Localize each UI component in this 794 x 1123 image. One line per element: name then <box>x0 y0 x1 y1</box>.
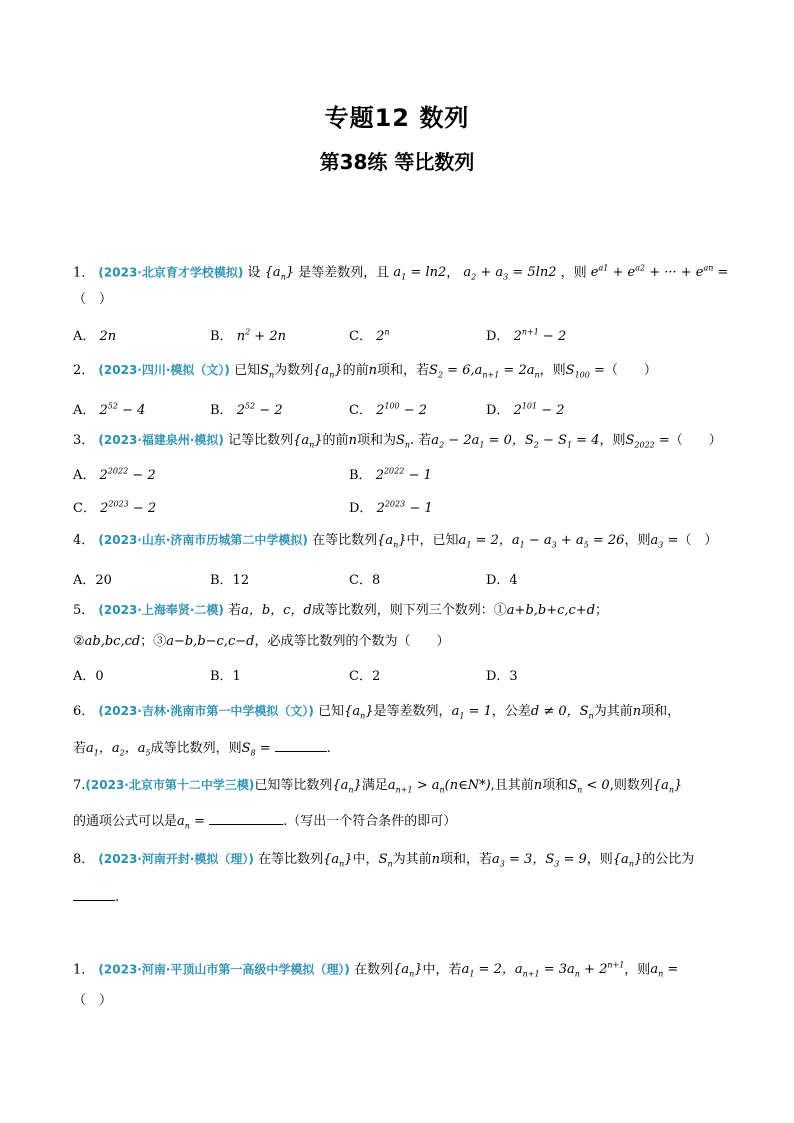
q5-option-c: C．2 <box>349 669 381 684</box>
math: $2^{52} - 2$ <box>232 401 283 418</box>
q-text: 的前 <box>322 433 349 448</box>
math: $S_8$ = <box>241 741 271 758</box>
q1-option-d <box>486 325 566 344</box>
q4-option-a: A．20 <box>73 573 112 588</box>
q-text: 已知 <box>234 363 261 378</box>
math: $S_n$ <box>378 852 393 869</box>
question-8-stem <box>73 850 694 874</box>
page-subtitle: 第38练 等比数列 <box>319 150 475 174</box>
q-text: ，则 <box>624 533 651 548</box>
question-8-blank-line: . <box>73 888 119 907</box>
question-2-stem <box>73 361 657 385</box>
q-text: 中，若 <box>422 962 462 978</box>
q1-option-c <box>349 325 390 344</box>
section2-question-1-paren: （ ） <box>73 993 113 1008</box>
math: $2^{2022} - 1$ <box>371 466 432 483</box>
math: n <box>348 433 357 448</box>
question-1-stem: 1． (2023·北京育才学校模拟) 设 $\{a_n\}$ 是等差数列，且 $a_1 = \ln 2$， $a_2 + a_3 = 5\ln 2$ ，则 $e^{a1} + e^{a2}$ + ··· + $e^{an}$ = <box>73 264 729 282</box>
math: n <box>431 852 441 867</box>
math: $\{a_n\}$ <box>393 962 423 979</box>
q-text: ，则 <box>539 363 566 378</box>
question-7-stem <box>73 776 682 800</box>
math: $2^{100} - 2$ <box>371 401 428 418</box>
math: $S_n < 0$ <box>568 778 610 795</box>
math: $a_1 = 2$，$a_{n+1} = 3a_n + 2^{n+1}$ <box>461 961 625 979</box>
q-text: 已知 <box>318 704 345 719</box>
q-text: 项和，若 <box>377 363 430 378</box>
q5-option-b: B．1 <box>210 669 241 684</box>
q-text: 满足 <box>361 778 388 793</box>
math: $\{a_n\}$ <box>323 852 353 869</box>
math: n <box>533 778 543 793</box>
question-5-stem-2: ②ab,bc,cd；③a−b,b−c,c−d，必成等比数列的个数为（ ） <box>73 634 450 649</box>
opt-label: C． <box>349 403 372 418</box>
page-title: 专题12 数列 <box>324 104 470 132</box>
math: $S_n$ <box>395 433 411 450</box>
math: $a_1 = \ln 2$ <box>393 265 447 282</box>
opt-label: A． <box>73 403 96 418</box>
math: n <box>368 363 378 378</box>
q-text: 若 <box>73 741 87 756</box>
opt-label: B． <box>349 468 372 483</box>
math: $\{a_n\}$ <box>313 363 343 380</box>
opt-label: C． <box>73 501 96 516</box>
q-source: (2023·吉林·洮南市第一中学模拟（文）) <box>98 704 314 718</box>
math: $a_n$ = <box>177 814 205 831</box>
opt-label: B． <box>210 329 233 344</box>
math: $a_3 = 3$，$S_3 = 9$ <box>492 852 587 869</box>
math: d ≠ 0，$S_n$ <box>530 704 594 721</box>
q-text: 是等差数列， <box>373 704 452 719</box>
math: $e^{a1} + e^{a2}$ + ··· + $e^{an}$ = <box>590 264 729 281</box>
q-source: (2023·福建泉州·模拟) <box>98 433 224 447</box>
math: $2^{2022} - 2$ <box>95 466 156 483</box>
math: $a_2 + a_3 = 5\ln 2$ <box>463 265 557 282</box>
q-text: 是等差数列，且 <box>298 265 390 281</box>
q-text: ,则数列 <box>609 778 653 793</box>
q-source: (2023·北京市第十二中学三模) <box>85 778 255 792</box>
opt-label: D． <box>486 329 510 344</box>
q4-option-c: C．8 <box>349 573 381 588</box>
math: $2^{2023} - 2$ <box>95 499 157 516</box>
q-number: 7. <box>73 778 86 793</box>
math: ab,bc,cd <box>84 634 141 649</box>
math: $2^{52} - 4$ <box>95 401 146 418</box>
q3-option-a <box>73 464 156 483</box>
q-text: 在等比数列 <box>312 533 378 548</box>
answer-blank[interactable] <box>209 812 283 825</box>
q3-option-b <box>349 464 432 483</box>
q-text: 的前 <box>342 363 369 378</box>
math: $\{a_n\}$ <box>652 778 683 795</box>
q-text: 为数列 <box>274 363 314 378</box>
opt-label: A． <box>73 468 96 483</box>
math: 2$^n$ <box>371 327 390 344</box>
q2-option-c <box>349 399 427 418</box>
q-text: ，则 <box>624 962 651 978</box>
math: $2^{2023} - 1$ <box>372 499 433 516</box>
q-text: ，必成等比数列的个数为（ ） <box>254 634 450 649</box>
q-text: 在等比数列 <box>258 852 324 867</box>
q4-option-d: D．4 <box>486 573 518 588</box>
math: $a_3$ = <box>650 533 679 550</box>
q-text: ,且其前 <box>490 778 534 793</box>
q-text: 设 <box>247 265 261 281</box>
q1-option-b <box>210 325 286 344</box>
math: $\{a_n\}$ <box>293 433 323 450</box>
q-text: （ ） <box>604 363 657 378</box>
answer-blank[interactable] <box>73 888 115 901</box>
q-text: 在数列 <box>354 962 394 978</box>
q-text: （ ） <box>678 533 718 548</box>
q2-option-d <box>486 399 565 418</box>
math: $a_1 = 1$ <box>451 704 492 721</box>
q-text: 成等比数列，则 <box>150 741 242 756</box>
opt-label: D． <box>486 403 510 418</box>
q-text: 项和 <box>542 778 569 793</box>
math: $S_{100}$ = <box>565 363 605 380</box>
math: a−b,b−c,c−d <box>166 634 255 649</box>
question-7-stem-2 <box>73 812 456 836</box>
q-text: ，则 <box>560 265 587 281</box>
q5-option-a: A．0 <box>73 669 104 684</box>
q-text: 记等比数列 <box>228 433 294 448</box>
math: $a_n$ = <box>650 962 679 979</box>
q3-option-d <box>349 497 433 516</box>
question-6-stem-2: 若$a_1$，$a_2$，$a_5$成等比数列，则$S_8$ = . <box>73 741 331 758</box>
math: $S_2 = 6,a_{n+1} = 2a_n$ <box>429 363 540 380</box>
q-text: .（写出一个符合条件的即可） <box>283 814 457 829</box>
answer-blank[interactable] <box>275 739 327 752</box>
q2-option-a <box>73 399 145 418</box>
opt-label: B． <box>210 403 233 418</box>
math: 2n <box>95 329 117 344</box>
math: a+b,b+c,c+d <box>506 603 596 618</box>
math: $\{a_n\}$ <box>264 265 295 282</box>
math: $\{a_n\}$ <box>332 778 362 795</box>
math: $\{a_n\}$ <box>377 533 407 550</box>
opt-label: A． <box>73 329 96 344</box>
question-4-stem <box>73 531 717 555</box>
math: $n^2 + 2n$ <box>232 327 286 344</box>
q-text: 项和为 <box>356 433 396 448</box>
q-text: 项和， <box>641 704 681 719</box>
q1-option-a <box>73 325 116 344</box>
q-text: ，则 <box>586 852 613 867</box>
math: $\{a_n\}$ <box>344 704 374 721</box>
opt-label: D． <box>349 501 373 516</box>
q-number: 1． <box>73 265 95 281</box>
q-text: 成等比数列，则下列三个数列： <box>311 603 494 618</box>
q-text: 项和，若 <box>440 852 493 867</box>
q-text: 为其前 <box>593 704 633 719</box>
section2-question-1-stem <box>73 957 678 984</box>
q-number: 8． <box>73 852 95 867</box>
q-source: (2023·四川·模拟（文）) <box>98 363 230 377</box>
q-source: (2023·山东·济南市历城第二中学模拟) <box>98 533 308 547</box>
q-text: 中， <box>352 852 379 867</box>
q-text: （ ） <box>669 433 722 448</box>
opt-label: C． <box>349 329 372 344</box>
q-source: (2023·河南·平顶山市第一高级中学模拟（理）) <box>98 962 350 977</box>
q-source: (2023·上海奉贤·二模) <box>98 603 224 617</box>
q-number: 1． <box>73 962 95 978</box>
q4-option-b: B．12 <box>210 573 250 588</box>
q-number: 2． <box>73 363 95 378</box>
question-1-paren: （ ） <box>73 292 113 307</box>
math: a，b，c，d <box>241 603 312 618</box>
q-text: 的公比为 <box>642 852 695 867</box>
question-5-stem: 5． (2023·上海奉贤·二模) 若a，b，c，d成等比数列，则下列三个数列：①a+b,b+c,c+d； <box>73 603 609 618</box>
math: $\{a_n\}$ <box>612 852 643 869</box>
q2-option-b <box>210 399 283 418</box>
q-text: 若 <box>228 603 242 618</box>
q3-option-c <box>73 497 156 516</box>
math: $2^{n+1} - 2$ <box>509 327 567 344</box>
q-text: 为其前 <box>392 852 432 867</box>
q-text: 已知等比数列 <box>254 778 333 793</box>
q-source: (2023·河南开封·模拟（理）) <box>98 852 254 866</box>
q-number: 4． <box>73 533 95 548</box>
q-text: 的通项公式可以是 <box>73 814 178 829</box>
math: $a_{n+1}$ > $a_n(n\in N*)$ <box>387 778 491 795</box>
q-text: 若 <box>418 433 432 448</box>
q-text: 中，已知 <box>406 533 459 548</box>
math: $2^{101} - 2$ <box>509 401 565 418</box>
q-number: 6． <box>73 704 95 719</box>
question-3-stem: 3． (2023·福建泉州·模拟) 记等比数列$\{a_n\}$的前n项和为$S_n$. 若$a_2 - 2a_1 = 0$，$S_2 - S_1 = 4$，则$S_{2022}$ =（ ） <box>73 433 722 450</box>
math: $a_1$，$a_2$，$a_5$ <box>86 741 151 758</box>
math: $a_1 = 2$，$a_1 - a_3 + a_5 = 26$ <box>458 533 625 550</box>
math: n <box>632 704 642 719</box>
math: $S_{2022}$ = <box>625 433 670 450</box>
q-text: ，公差 <box>491 704 531 719</box>
math: $a_2 - 2a_1 = 0$，$S_2 - S_1 = 4$ <box>431 433 600 450</box>
q5-option-d: D．3 <box>486 669 518 684</box>
q-number: 3． <box>73 433 95 448</box>
q-source: (2023·北京育才学校模拟) <box>98 265 244 280</box>
math: $S_n$ <box>260 363 275 380</box>
q-number: 5． <box>73 603 95 618</box>
question-6-stem <box>73 702 680 726</box>
